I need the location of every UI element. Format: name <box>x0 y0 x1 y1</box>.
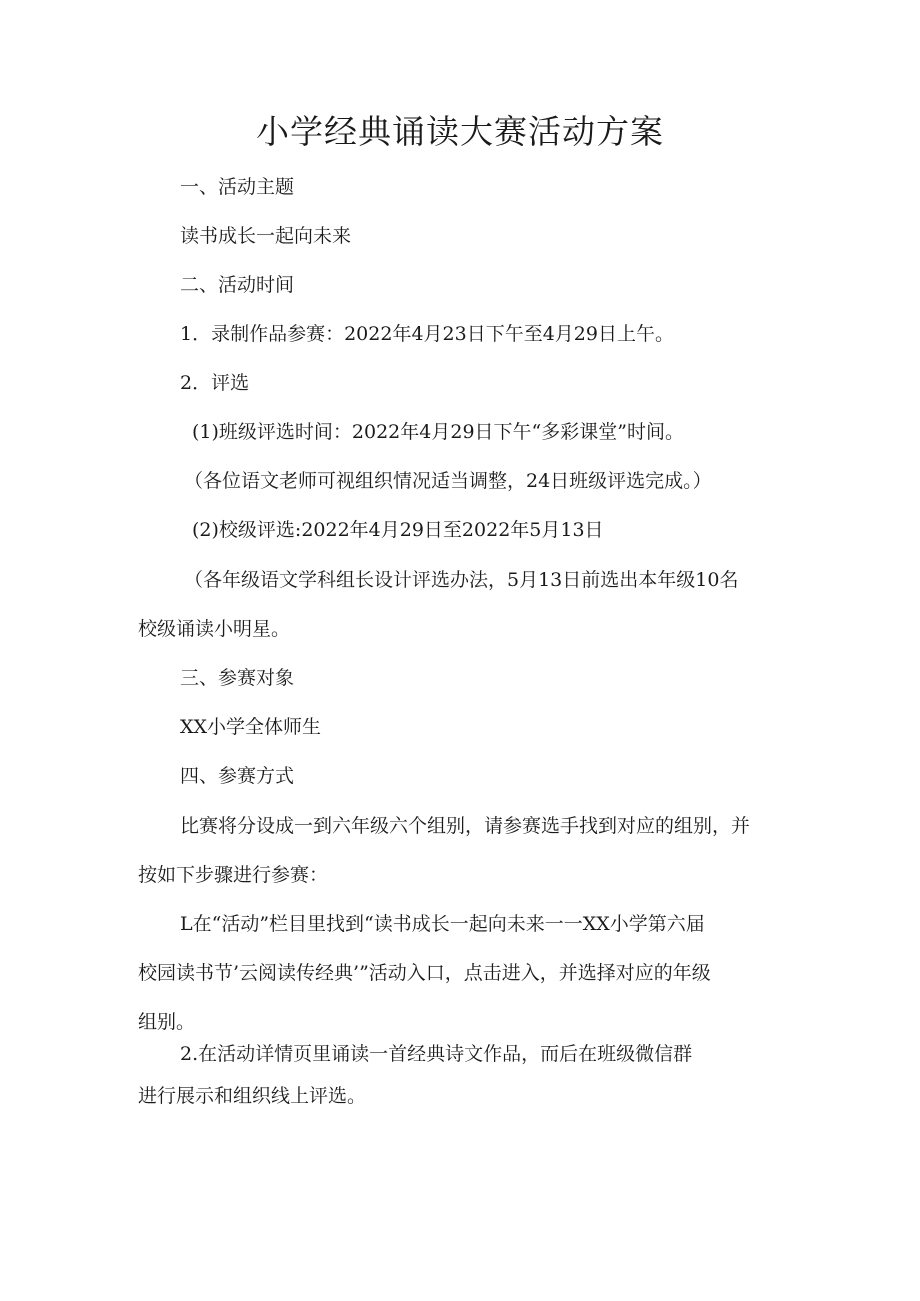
school-judging-time: (2)校级评选:2022年4月29日至2022年5月13日 <box>192 519 604 541</box>
document-title: 小学经典诵读大赛活动方案 <box>256 112 664 151</box>
school-judging-note-line1: （各年级语文学科组长设计评选办法，5月13日前选出本年级10名 <box>184 569 739 591</box>
theme-text: 读书成长一起向未来 <box>180 225 352 247</box>
school-judging-note-line2: 校级诵读小明星。 <box>138 618 291 640</box>
step1-line1: L在“活动”栏目里找到“读书成长一起向未来一一XX小学第六届 <box>180 913 705 935</box>
step1-line2: 校园读书节’云阅读传经典’”活动入口，点击进入，并选择对应的年级 <box>138 962 711 984</box>
section-heading-time: 二、活动时间 <box>180 274 295 296</box>
section-heading-method: 四、参赛方式 <box>180 765 295 787</box>
step1-line3: 组别。 <box>138 1011 196 1033</box>
method-intro-line2: 按如下步骤进行参赛： <box>138 864 329 886</box>
class-judging-time: (1)班级评选时间：2022年4月29日下午“多彩课堂”时间。 <box>192 421 684 443</box>
section-heading-theme: 一、活动主题 <box>180 176 295 198</box>
step2-line2: 进行展示和组织线上评选。 <box>138 1085 367 1107</box>
section-heading-participants: 三、参赛对象 <box>180 667 295 689</box>
class-judging-note: （各位语文老师可视组织情况适当调整，24日班级评选完成。） <box>184 470 712 492</box>
participants-text: XX小学全体师生 <box>180 716 322 738</box>
time-item-recording: 1．录制作品参赛：2022年4月23日下午至4月29日上午。 <box>180 323 674 345</box>
time-item-judging: 2．评选 <box>180 372 250 394</box>
method-intro-line1: 比赛将分设成一到六年级六个组别，请参赛选手找到对应的组别，并 <box>180 815 751 837</box>
step2-line1: 2.在活动详情页里诵读一首经典诗文作品，而后在班级微信群 <box>180 1043 693 1065</box>
